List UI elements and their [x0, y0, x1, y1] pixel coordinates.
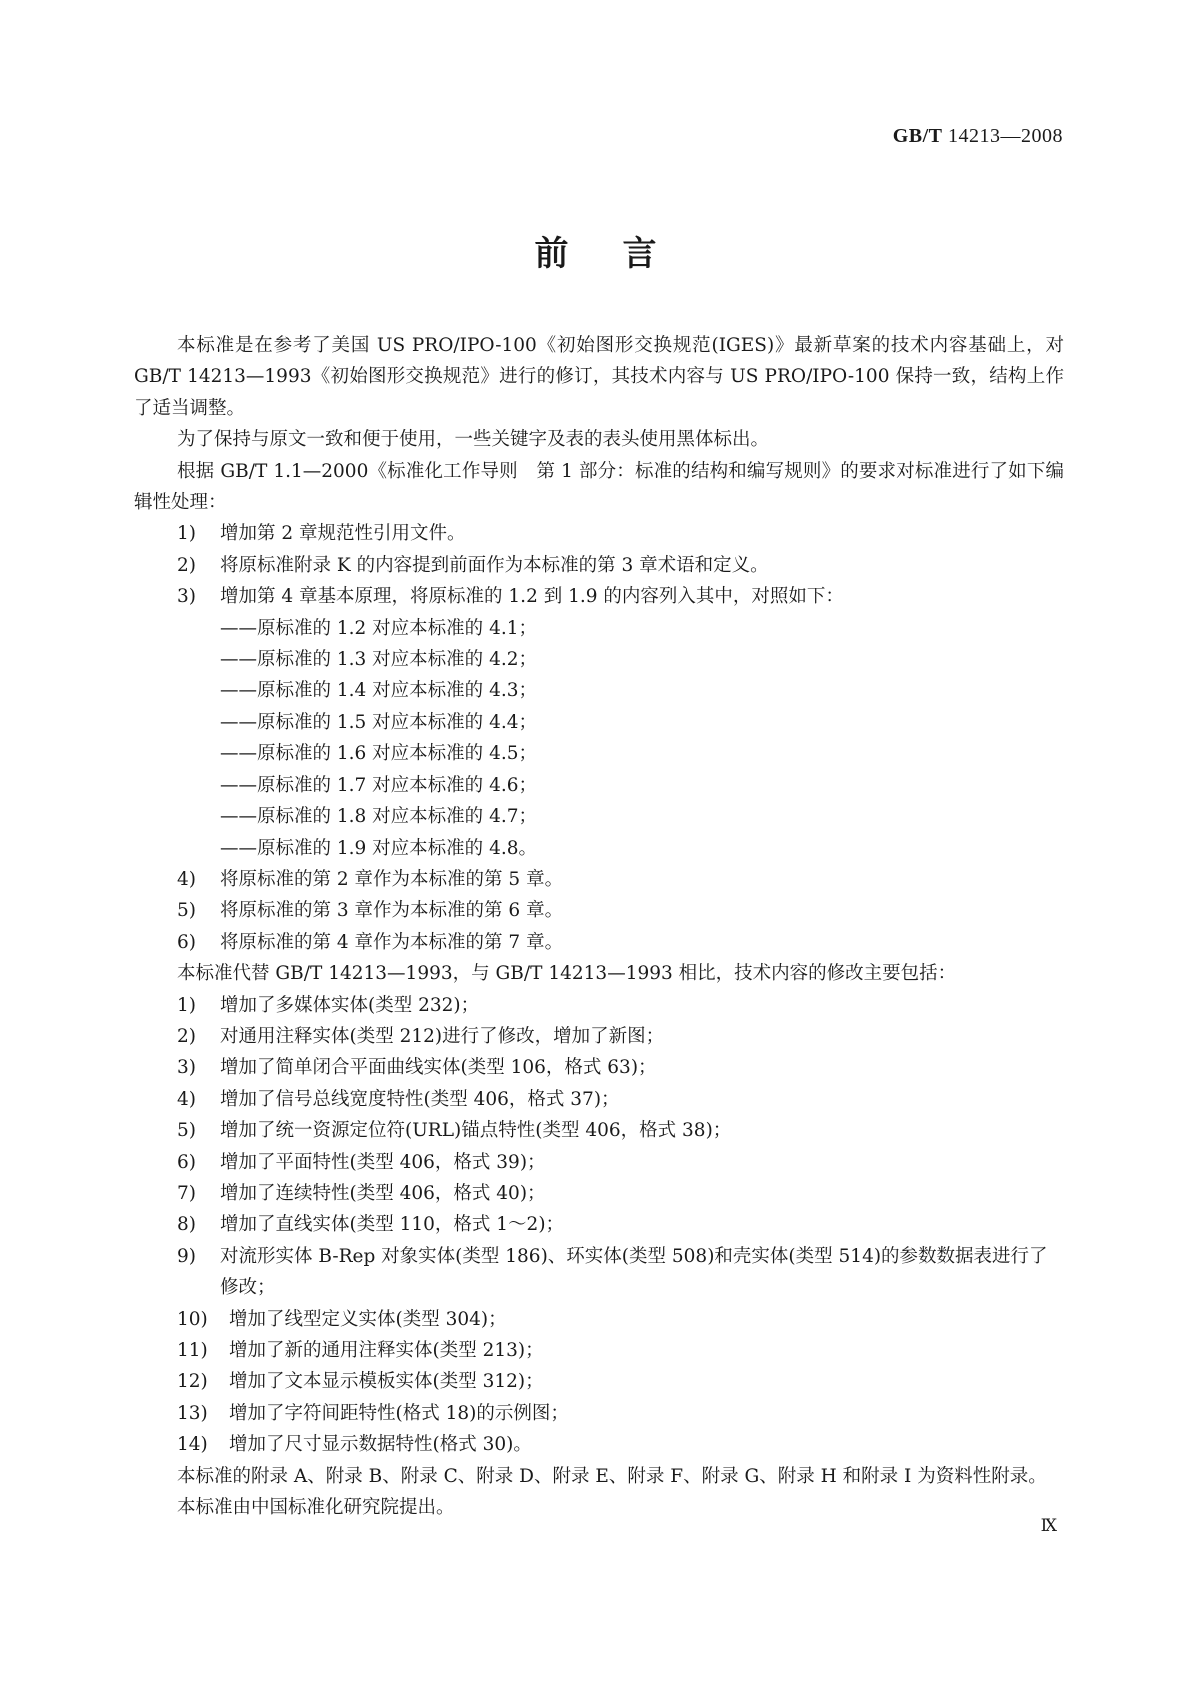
mapping-item: ——原标准的 1.9 对应本标准的 4.8。 — [220, 837, 537, 859]
page-title: 前言 — [534, 234, 711, 274]
change-item: 10) 增加了线型定义实体(类型 304)； — [177, 1308, 507, 1330]
paragraph-replaces: 本标准代替 GB/T 14213—1993，与 GB/T 14213—1993 相比，技术内容的修改主要包括： — [177, 963, 957, 985]
change-item: 11) 增加了新的通用注释实体(类型 213)； — [177, 1340, 544, 1361]
change-item: 13) 增加了字符间距特性(格式 18)的示例图； — [177, 1402, 569, 1424]
change-item: 12) 增加了文本显示模板实体(类型 312)； — [177, 1371, 544, 1393]
list-item: 4) 将原标准的第 2 章作为本标准的第 5 章。 — [177, 868, 564, 890]
mapping-item: ——原标准的 1.5 对应本标准的 4.4； — [220, 711, 537, 733]
list-item: 3) 增加第 4 章基本原理，将原标准的 1.2 到 1.9 的内容列入其中，对照如下： — [177, 586, 844, 608]
change-item: 6) 增加了平面特性(类型 406，格式 39)； — [177, 1151, 546, 1173]
mapping-item: ——原标准的 1.8 对应本标准的 4.7； — [220, 806, 537, 828]
change-item: 3) 增加了简单闭合平面曲线实体(类型 106，格式 63)； — [177, 1057, 657, 1079]
mapping-item: ——原标准的 1.7 对应本标准的 4.6； — [220, 774, 537, 796]
standard-code-prefix: GB/T — [892, 125, 943, 147]
page-number: Ⅸ — [1040, 1516, 1057, 1535]
change-item: 14) 增加了尺寸显示数据特性(格式 30)。 — [177, 1434, 532, 1456]
list-item: 1) 增加第 2 章规范性引用文件。 — [177, 523, 466, 545]
change-item: 1) 增加了多媒体实体(类型 232)； — [177, 994, 480, 1016]
paragraph-keywords: 为了保持与原文一致和便于使用，一些关键字及表的表头使用黑体标出。 — [177, 429, 770, 451]
mapping-item: ——原标准的 1.3 对应本标准的 4.2； — [220, 649, 537, 671]
paragraph-appendices: 本标准的附录 A、附录 B、附录 C、附录 D、附录 E、附录 F、附录 G、附录 H 和附录 I 为资料性附录。 — [177, 1465, 1047, 1487]
paragraph-editorial: 根据 GB/T 1.1—2000《标准化工作导则 第 1 部分：标准的结构和编写规则》的要求对标准进行了如下编辑性处理： — [134, 460, 1064, 514]
change-item: 5) 增加了统一资源定位符(URL)锚点特性(类型 406，格式 38)； — [177, 1120, 732, 1142]
list-item: 5) 将原标准的第 3 章作为本标准的第 6 章。 — [177, 900, 564, 922]
mapping-item: ——原标准的 1.6 对应本标准的 4.5； — [220, 743, 537, 765]
paragraph-reference: 本标准是在参考了美国 US PRO/IPO-100《初始图形交换规范(IGES)》最新草案的技术内容基础上，对 GB/T 14213—1993《初始图形交换规范》进行的修订，其技术内容与 US PRO/IPO-100 保持一致，结构上作了适当调整。 — [134, 335, 1064, 419]
foreword-body — [134, 330, 1064, 1523]
mapping-item: ——原标准的 1.4 对应本标准的 4.3； — [220, 680, 537, 702]
change-item: 4) 增加了信号总线宽度特性(类型 406，格式 37)； — [177, 1088, 620, 1110]
change-item: 9) 对流形实体 B-Rep 对象实体(类型 186)、环实体(类型 508)和壳实体(类型 514)的参数数据表进行了修改； — [177, 1245, 1048, 1299]
standard-code — [893, 125, 1063, 148]
change-item: 7) 增加了连续特性(类型 406，格式 40)； — [177, 1182, 546, 1204]
change-item: 2) 对通用注释实体(类型 212)进行了修改，增加了新图； — [177, 1025, 665, 1047]
paragraph-proposer: 本标准由中国标准化研究院提出。 — [177, 1497, 455, 1519]
list-item: 6) 将原标准的第 4 章作为本标准的第 7 章。 — [177, 931, 564, 953]
standard-code-number: 14213—2008 — [948, 125, 1063, 147]
change-item: 8) 增加了直线实体(类型 110，格式 1～2)； — [177, 1214, 565, 1236]
list-item: 2) 将原标准附录 K 的内容提到前面作为本标准的第 3 章术语和定义。 — [177, 554, 769, 576]
mapping-item: ——原标准的 1.2 对应本标准的 4.1； — [220, 617, 537, 639]
